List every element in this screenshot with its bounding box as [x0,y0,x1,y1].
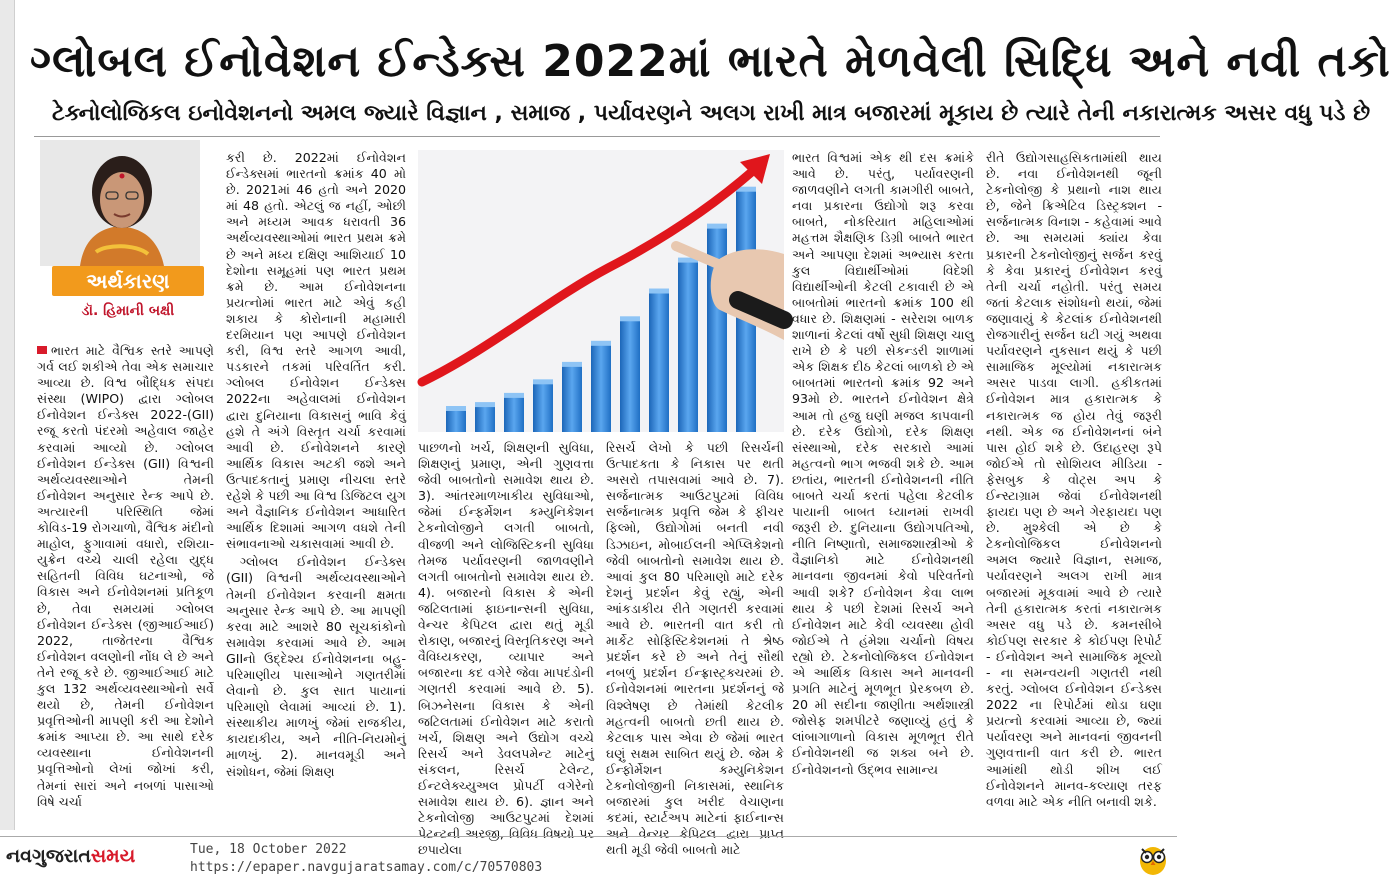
column-text: કરી છે. 2022માં ઈનોવેશન ઈન્ડેક્સમાં ભારતનો ક્રમાંક 40 મો છે. 2021માં 46 હતો અને 2020 માં 48 હતો. એટલું જ નહીં, ઓછી અને મધ્યમ આવક ધરાવતી 36 અર્થવ્યવસ્થાઓમાં ભારત પ્રથમ ક્રમે છે અને મધ્ય દક્ષિણ આશિયાઈ 10 દેશોના સમૂહમાં પણ ભારત પ્રથમ ક્રમે છે. આમ ઈનોવેશનના પ્રયત્નોમાં ભારત માટે એવું કહી શકાય કે કોરોનાની મહામારી દરમિયાન પણ આપણે ઈનોવેશન કરી, વિશ્વ સ્તરે આગળ આવી, પડકારને તકમાં પરિવર્તિત કરી. ગ્લોબલ ઈનોવેશન ઈન્ડેક્સ 2022ના અહેવાલમાં ઈનોવેશન દ્વારા દુનિયાના વિકાસનું ભાવિ કેવું હશે તે અંગે વિસ્તૃત ચર્ચા કરવામાં આવી છે. ઈનોવેશનને કારણે આર્થિક વિકાસ અટકી જશે અને ઉત્પાદકતાનું પ્રમાણ નીચલા સ્તરે રહેશે કે પછી આ વિશ્વ ડિજિટલ યુગ અને વૈજ્ઞાનિક ઈનોવેશન આધારિત આર્થિક દિશામાં આગળ વધશે તેની સંભાવનાઓ ચકાસવામાં આવી છે. [226,150,406,552]
author-name: ડૉ. હિમાની બક્ષી [81,303,175,319]
column-text: ભારત માટે વૈશ્વિક સ્તરે આપણે ગર્વ લઈ શકીએ તેવા એક સમાચાર આવ્યા છે. વિશ્વ બૌદ્ધિક સંપદા સંસ્થા (WIPO) દ્વારા ગ્લોબલ ઈનોવેશન ઈન્ડેક્સ 2022-(GII) રજૂ કરતો પંદરમો અહેવાલ જાહેર કરવામાં આવ્યો છે. ગ્લોબલ ઈનોવેશન ઈન્ડેક્સ (GII) વિશ્વની અર્થવ્યવસ્થાઓને તેમની ઈનોવેશન અનુસાર રેન્ક આપે છે. અત્યારની પરિસ્થિતિ જેમાં કોવિડ-19 રોગચાળો, વૈશ્વિક મંદીનો માહોલ, ફુગાવામાં વધારો, રશિયા-યુક્રેન વચ્ચે ચાલી રહેલા યુદ્ધ સહિતની વિવિધ ઘટનાઓ, જે વિકાસ અને ઈનોવેશનમાં પ્રતિકૂળ છે, તેવા સમયમાં ગ્લોબલ ઈનોવેશન ઈન્ડેક્સ (જીઆઈઆઈ) 2022, તાજેતરના વૈશ્વિક ઈનોવેશન વલણોની નોંધ લે છે અને તેને રજૂ કરે છે. જીઆઈઆઈ માટે કુલ 132 અર્થવ્યવસ્થાઓનો સર્વે થયો છે, તેમની ઈનોવેશન પ્રવૃત્તિઓની માપણી કરી આ દેશોને ક્રમાંક આપ્યા છે. આ સાથે દરેક વ્યવસ્થાના ઈનોવેશનની પ્રવૃત્તિઓનો લેખાં જોખાં કરી, તેમનાં સારાં અને નબળાં પાસાઓ વિષે ચર્ચા [37,343,214,809]
column-text: ગ્લોબલ ઈનોવેશન ઈન્ડેક્સ (GII) વિશ્વની અર્થવ્યવસ્થાઓને તેમની ઈનોવેશન કરવાની ક્ષમતા અનુસાર રેન્ક આપે છે. આ માપણી કરવા માટે આશરે 80 સૂચકાંકોનો સમાવેશ કરવામાં આવે છે. આમ GIIનો ઉદ્દેશ્ય ઈનોવેશનના બહુ-પરિમાણીય પાસાઓને ગણતરીમાં લેવાનો છે. કુલ સાત પાયાનાં પરિમાણો લેવામાં આવ્યાં છે. 1). સંસ્થાકીય માળખું જેમાં રાજકીય, કાયદાકીય, અને નીતિ-નિયમોનું માળખું. 2). માનવમૂડી અને સંશોધન, જેમાં શિક્ષણ [226,554,406,779]
chart-bar-top [707,224,727,229]
chart-bar [504,397,524,432]
owl-mascot-icon [1136,842,1170,876]
chart-bar-top [562,362,582,367]
article-subheadline: ટેક્નોલોજિકલ ઇનોવેશનનો અમલ જ્યારે વિજ્ઞાન , સમાજ , પર્યાવરણને અલગ રાખી માત્ર બજારમાં મૂકાય છે ત્યારે તેની નકારાત્મક અસર વધુ પડે છે [52,101,1371,126]
article-column-1 [37,343,214,829]
article-column-2 [226,150,406,830]
article-column-4 [606,440,784,858]
logo-part-1: નવગુજરાત [6,845,91,867]
column-text: ભારત વિશ્વમાં એક થી દસ ક્રમાંકે આવે છે. પરંતુ, પર્યાવરણની જાળવણીને લગતી કામગીરી બાબતે, નવા પ્રકારના ઉદ્યોગો શરૂ કરવા બાબતે, નોકરિયાત મહિલાઓમાં મહત્તમ શૈક્ષણિક ડિગ્રી બાબતે ભારત અને આપણા દેશમાં અભ્યાસ કરતા કુલ વિદ્યાર્થીઓમાં વિદેશી વિદ્યાર્થીઓની કેટલી ટકાવારી છે એ બાબતોમાં ભારતનો ક્રમાંક 100 થી વધાર છે. શિક્ષણમાં - સરેરાશ બાળક શાળાનાં કેટલાં વર્ષો સુધી શિક્ષણ ચાલુ રાખે છે કે પછી સેકન્ડરી શાળામાં એક શિક્ષક દીઠ કેટલાં બાળકો છે એ બાબતમાં ભારતનો ક્રમાંક 92 અને 93મો છે. ભારતને ઈનોવેશન ક્ષેત્રે આમ તો હજુ ઘણી મજલ કાપવાની છે. દરેક ઉદ્યોગો, દરેક શિક્ષણ સંસ્થાઓ, દરેક સરકારો આમાં મહત્વનો ભાગ ભજવી શકે છે. આમ છતાંય, ભારતની ઈનોવેશનની નીતિ બાબતે ચર્ચા કરતાં પહેલા કેટલીક પાયાની બાબત ધ્યાનમાં રાખવી જરૂરી છે. દુનિયાના ઉદ્યોગપતિઓ, નીતિ નિષ્ણાતો, સમાજશાસ્ત્રીઓ કે વૈજ્ઞાનિકો માટે ઈનોવેશનથી માનવના જીવનમાં કેવો પરિવર્તનો આવી શકે? ઈનોવેશન કેવા લાભ થાય કે પછી દેશમાં રિસર્ચ અને ઈનોવેશન માટે કેવી વ્યવસ્થા હોવી જોઈએ તે હંમેશા ચર્ચાનો વિષય રહ્યો છે. ટેકનોલોજિકલ ઈનોવેશન એ આર્થિક વિકાસ અને માનવની પ્રગતિ માટેનું મૂળભૂત પ્રેરકબળ છે. 20 મી સદીના જાણીતા અર્થશાસ્ત્રી જોસેફ શમપીટરે જણાવ્યું હતું કે લાંબાગાળાનો વિકાસ મૂળભૂત રીતે ઈનોવેશનથી જ શક્ય બને છે. ઈનોવેશનનો ઉદ્ભવ સામાન્ય [792,150,974,777]
byline [40,266,216,324]
column-text: રિસર્ચ લેખો કે પછી રિસર્ચની ઉત્પાદકતા કે નિકાસ પર થતી અસરો તપાસવામાં આવે છે. 7). સર્જનાત્મક આઉટપુટમાં વિવિધ સર્જનાત્મક પ્રવૃત્તિ જેમ કે ફીચર ફિલ્મો, ઉદ્યોગોમાં બનતી નવી ડિઝાઇન, મોબાઈલની એપ્લિકેશનો જેવી બાબતોનો સમાવેશ થાય છે. આવાં કુલ 80 પરિમાણો માટે દરેક દેશનું પ્રદર્શન કેવું રહ્યું, એની આંકડાકીય રીતે ગણતરી કરવામાં આવે છે. ભારતની વાત કરી તો માર્કેટ સોફિસ્ટિકેશનમાં તે શ્રેષ્ઠ પ્રદર્શન કરે છે અને તેનું સૌથી નબળું પ્રદર્શન ઈન્ફ્રાસ્ટ્રક્ચરમાં છે. ઈનોવેશનમાં ભારતના પ્રદર્શનનું જે વિશ્લેષણ છે તેમાંથી કેટલીક મહત્વની બાબતો છતી થાય છે. કેટલાક પાસ એવા છે જેમાં ભારત ઘણું સક્ષમ સાબિત થયું છે. જેમ કે ઈન્ફોર્મેશન કમ્યુનિકેશન ટેકનોલોજીની નિકાસમાં, સ્થાનિક બજારમાં કુલ ખરીદ વેચાણના કદમાં, સ્ટાર્ટઅપ માટેનાં ફાઈનાન્સ અને વેન્ચર કેપિટલ દ્વારા પ્રાપ્ત થતી મૂડી જેવી બાબતો માટે [606,440,784,858]
chart-bar [475,406,495,432]
chart-bar-top [533,379,553,384]
page-edge-strip [0,0,15,830]
author-photo [40,140,200,266]
chart-bar-top [591,341,611,346]
growth-chart-illustration [418,150,784,432]
edition-date: Tue, 18 October 2022 [190,842,347,857]
article-column-6 [986,150,1162,830]
chart-bar [562,366,582,432]
section-tag: અર્થકારણ [52,266,204,296]
chart-bar [446,410,466,432]
chart-bar-top [446,406,466,411]
article-headline: ગ્લોબલ ઈનોવેશન ઈન્ડેક્સ 2022માં ભારતે મેળવેલી સિદ્ધિ અને નવી તકો [30,36,1391,87]
column-text: પાછળનો ખર્ચ, શિક્ષણની સુવિધા, શિક્ષણનું પ્રમાણ, એની ગુણવત્તા જેવી બાબતોનો સમાવેશ થાય છે. 3). આંતરમાળખાકીય સુવિધાઓ, જેમાં ઈન્ફર્મેશન કમ્યુનિકેશન ટેકનોલોજીને લગતી બાબતો, વીજળી અને લોજિસ્ટિકની સુવિધા તેમજ પર્યાવરણની જાળવણીને લગતી બાબતોનો સમાવેશ થાય છે. 4). બજારનો વિકાસ કે એની જટિલતામાં ફાઇનાન્સની સુવિધા, વેન્ચર કેપિટલ દ્વારા થતું મૂડી રોકાણ, બજારનું વિસ્તૃતિકરણ અને વૈવિધ્યકરણ, વ્યાપાર અને બજારના કદ વગેરે જેવા માપદંડોની ગણતરી કરવામાં આવે છે. 5). બિઝનેસના વિકાસ કે એની જટિલતામાં ઈનોવેશન માટે કરાતો ખર્ચ, શિક્ષણ અને ઉદ્યોગ વચ્ચે રિસર્ચ અને ડેવલપમેન્ટ માટેનું સંકલન, રિસર્ચ ટેલેન્ટ, ઈન્ટલેક્ચ્યુઅલ પ્રોપર્ટી વગેરેનો સમાવેશ થાય છે. 6). જ્ઞાન અને ટેકનોલોજી આઉટપુટમાં દેશમાં પેટન્ટની અરજી, વિવિધ વિષયો પર છપાયેલા [418,440,594,858]
chart-bar-top [475,402,495,407]
footer-divider [0,836,1177,837]
column-text: રીતે ઉદ્યોગસાહસિકતામાંથી થાય છે. નવા ઈનોવેશનથી જૂની ટેકનોલોજી કે પ્રથાનો નાશ થાય છે, જેને ક્રિએટિવ ડિસ્ટ્રક્શન - સર્જનાત્મક વિનાશ - કહેવામાં આવે છે. આ સમયમાં ક્યાંય કેવા પ્રકારની ટેકનોલોજીનું સર્જન કરવું કે કેવા પ્રકારનું ઈનોવેશન કરવું તેની ચર્ચા નહોતી. પરંતુ સમય જતાં કેટલાક સંશોધનો થયાં, જેમાં જણાવાયું કે કેટલાંક ઈનોવેશનથી રોજગારીનું સર્જન ઘટી ગયું અથવા પર્યાવરણને નુકસાન થયું કે પછી સામાજિક મૂલ્યોમાં નકારાત્મક અસર પાડવા લાગી. હકીકતમાં ઈનોવેશન માત્ર હકારાત્મક કે નકારાત્મક જ હોય તેવું જરૂરી નથી. એક જ ઈનોવેશનનાં બંને પાસ હોઈ શકે છે. ઉદાહરણ રૂપે જોઈએ તો સોશિયલ મીડિયા - ફેસબુક કે વોટ્સ અપ કે ઈન્સ્ટાગ્રામ જેવાં ઈનોવેશનથી ફાયદા પણ છે અને ગેરફાયદા પણ છે. મુશ્કેલી એ છે કે ટેકનોલોજિકલ ઈનોવેશનનો અમલ જ્યારે વિજ્ઞાન, સમાજ, પર્યાવરણને અલગ રાખી માત્ર બજારમાં મૂકવામાં આવે છે ત્યારે તેની હકારાત્મક કરતાં નકારાત્મક અસર વધુ પડે છે. કમનસીબે કોઈપણ સરકાર કે કોઈપણ રિપોર્ટ - ઈનોવેશન અને સામાજિક મૂલ્યો - ના સમન્વયની ગણતરી નથી કરતું. ગ્લોબલ ઈનોવેશન ઈન્ડેક્સ 2022 ના રિપોર્ટમાં થોડા ઘણા પ્રયત્નો કરવામાં આવ્યા છે, જ્યાં પર્યાવરણ અને માનવનાં જીવનની ગુણવત્તાની વાત કરી છે. ભારત આમાંથી થોડી શીખ લઈ ઈનોવેશનને માનવ-કલ્યાણ તરફ વળવા માટે એક નીતિ બનાવી શકે. [986,150,1162,809]
chart-bar [678,262,698,432]
paragraph-bullet-icon [37,346,47,354]
epaper-url[interactable]: https://epaper.navgujaratsamay.com/c/70570803 [190,860,543,875]
publication-logo[interactable] [6,840,186,872]
article-column-5 [792,150,974,830]
chart-bar-top [649,289,669,294]
chart-bar [591,345,611,432]
logo-part-2: સમય [90,845,136,867]
chart-bar-top [504,393,524,398]
chart-bar-top [620,316,640,321]
chart-bar [649,293,669,432]
chart-bar [533,383,553,432]
divider [34,136,1160,137]
chart-bar [620,320,640,432]
article-column-3 [418,440,594,858]
